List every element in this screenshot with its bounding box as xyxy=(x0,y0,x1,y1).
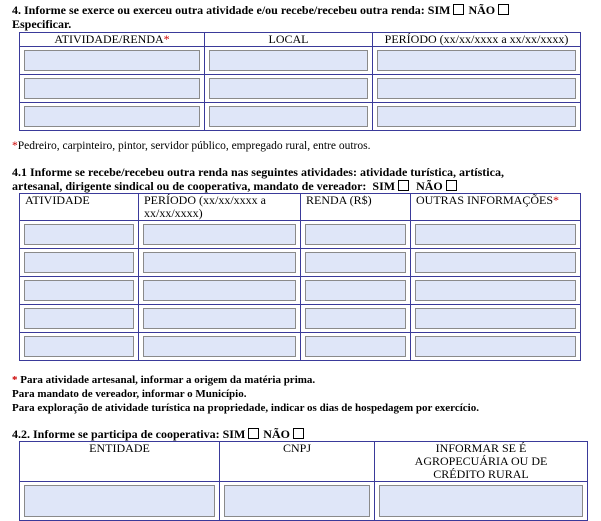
header-renda: RENDA (R$) xyxy=(301,194,411,221)
renda-input[interactable] xyxy=(305,280,406,301)
section-4-nao-checkbox[interactable] xyxy=(498,4,509,15)
renda-input[interactable] xyxy=(305,224,406,245)
section-42-nao-checkbox[interactable] xyxy=(293,428,304,439)
entidade-input[interactable] xyxy=(24,485,215,517)
cnpj-input[interactable] xyxy=(224,485,370,517)
section-41-nao-label: NÃO xyxy=(416,179,443,193)
section-42-title: 4.2. Informe se participa de cooperativa: SIM NÃO xyxy=(12,427,308,441)
section-41-sim-checkbox[interactable] xyxy=(398,180,409,191)
table-row xyxy=(20,277,581,305)
atividade-input[interactable] xyxy=(24,336,134,357)
header-atividade: ATIVIDADE xyxy=(20,194,139,221)
header-local: LOCAL xyxy=(205,33,373,47)
atividade-renda-input[interactable] xyxy=(24,78,200,99)
periodo-input[interactable] xyxy=(143,224,296,245)
outras-informacoes-input[interactable] xyxy=(415,336,576,357)
section-4-table xyxy=(19,32,581,131)
header-cnpj: CNPJ xyxy=(220,442,375,482)
section-41-note-turistica: Para exploração de atividade turística na propriedade, indicar os dias de hospedagem por exercício. xyxy=(12,402,479,414)
table-row xyxy=(20,221,581,249)
outras-informacoes-input[interactable] xyxy=(415,252,576,273)
section-41-sim-label: SIM xyxy=(372,179,396,193)
table-row xyxy=(20,305,581,333)
table-row xyxy=(20,249,581,277)
section-4-sim-checkbox[interactable] xyxy=(453,4,464,15)
periodo-input[interactable] xyxy=(143,308,296,329)
header-agropecuaria: INFORMAR SE É AGROPECUÁRIA OU DE CRÉDITO RURAL xyxy=(375,442,588,482)
periodo-input[interactable] xyxy=(143,280,296,301)
section-4-title xyxy=(12,3,513,17)
section-42-sim-checkbox[interactable] xyxy=(248,428,259,439)
table-row xyxy=(20,333,581,361)
atividade-input[interactable] xyxy=(24,252,134,273)
section-4-question: 4. Informe se exerce ou exerceu outra atividade e/ou recebe/recebeu outra renda: SIM xyxy=(12,3,451,17)
periodo-input[interactable] xyxy=(377,78,576,99)
section-41-title-line2: artesanal, dirigente sindical ou de cooperativa, mandato de vereador: SIM NÃO xyxy=(12,179,461,193)
header-periodo: PERÍODO (xx/xx/xxxx a xx/xx/xxxx) xyxy=(139,194,301,221)
renda-input[interactable] xyxy=(305,308,406,329)
periodo-input[interactable] xyxy=(377,106,576,127)
section-42-table xyxy=(19,441,588,521)
section-4-nao-label: NÃO xyxy=(468,3,496,17)
local-input[interactable] xyxy=(209,78,368,99)
outras-informacoes-input[interactable] xyxy=(415,308,576,329)
outras-informacoes-input[interactable] xyxy=(415,224,576,245)
atividade-renda-input[interactable] xyxy=(24,50,200,71)
periodo-input[interactable] xyxy=(143,252,296,273)
header-periodo: PERÍODO (xx/xx/xxxx a xx/xx/xxxx) xyxy=(373,33,581,47)
periodo-input[interactable] xyxy=(143,336,296,357)
header-entidade: ENTIDADE xyxy=(20,442,220,482)
periodo-input[interactable] xyxy=(377,50,576,71)
atividade-input[interactable] xyxy=(24,280,134,301)
table-row xyxy=(20,103,581,131)
required-star: * xyxy=(163,32,170,46)
section-41-note-artesanal: * Para atividade artesanal, informar a origem da matéria prima. xyxy=(12,374,316,386)
local-input[interactable] xyxy=(209,106,368,127)
atividade-input[interactable] xyxy=(24,224,134,245)
section-41-note-vereador: Para mandato de vereador, informar o Município. xyxy=(12,388,247,400)
agropecuaria-input[interactable] xyxy=(379,485,583,517)
renda-input[interactable] xyxy=(305,336,406,357)
section-41-nao-checkbox[interactable] xyxy=(446,180,457,191)
outras-informacoes-input[interactable] xyxy=(415,280,576,301)
table-row xyxy=(20,47,581,75)
section-41-title-line1: 4.1 Informe se recebe/recebeu outra renda nas seguintes atividades: atividade turística, artística, xyxy=(12,165,504,179)
local-input[interactable] xyxy=(209,50,368,71)
table-row xyxy=(20,75,581,103)
atividade-input[interactable] xyxy=(24,308,134,329)
header-outras-informacoes: OUTRAS INFORMAÇÕES* xyxy=(411,194,581,221)
section-41-table xyxy=(19,193,581,361)
atividade-renda-input[interactable] xyxy=(24,106,200,127)
section-42-nao-label: NÃO xyxy=(263,427,290,441)
section-4-footnote: *Pedreiro, carpinteiro, pintor, servidor público, empregado rural, entre outros. xyxy=(12,140,371,152)
header-atividade-renda: ATIVIDADE/RENDA* xyxy=(20,33,205,47)
section-4-especificar: Especificar. xyxy=(12,17,72,31)
table-row xyxy=(20,482,588,521)
renda-input[interactable] xyxy=(305,252,406,273)
